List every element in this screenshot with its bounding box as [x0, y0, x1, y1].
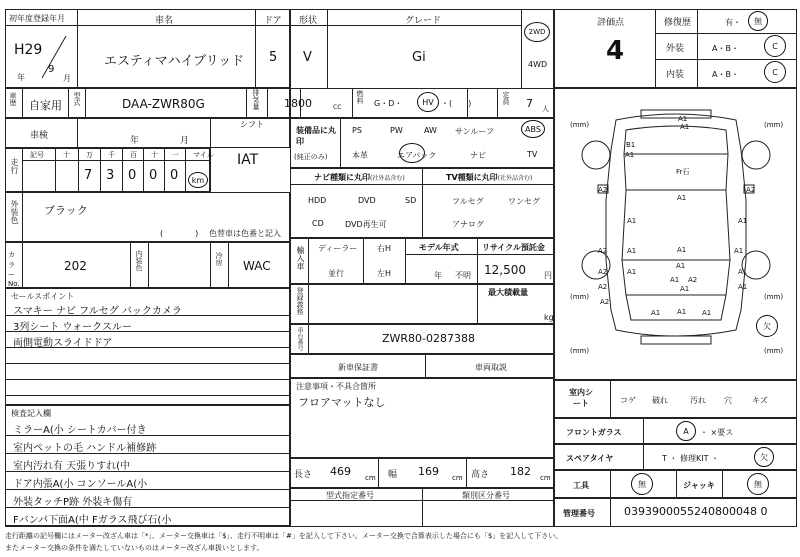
- diagram-mark: A1: [738, 283, 748, 291]
- fuel-options: G・D・: [374, 99, 403, 108]
- tv-label: TV種類に丸印(社外品含む): [446, 173, 533, 182]
- airbag-circle: [399, 143, 425, 163]
- equipment-sub: (純正のみ): [294, 153, 328, 161]
- import-right: 右H: [377, 244, 392, 253]
- km-circled: km: [188, 172, 208, 188]
- diagram-mark: A2: [598, 186, 608, 194]
- diagram-mark: A2: [598, 283, 608, 291]
- footer-line2: またメーター交換の条件を満たしていないものはメーター改ざん車扱いとします。: [5, 544, 264, 552]
- kg-unit: kg: [544, 313, 554, 322]
- shift-label: シフト: [240, 120, 264, 129]
- warranty-manual: 車両取説: [475, 363, 507, 372]
- diagram-missing-circled: 欠: [756, 315, 778, 337]
- color-note-paren: ( ): [160, 229, 199, 238]
- warranty-new-car: 新車保証書: [338, 363, 378, 372]
- front-glass-label: フロントガラス: [566, 428, 622, 437]
- color-note: 色替車は色番と記入: [209, 229, 281, 238]
- interior-value: A・B・: [712, 70, 739, 79]
- interior-label: 内装: [666, 70, 685, 80]
- model-year-unit: 年: [434, 271, 442, 280]
- mileage-header-2: 万: [86, 151, 93, 159]
- capacity-label: 定員: [502, 91, 510, 105]
- jack-label: ジャッキ: [683, 481, 715, 490]
- class-label: 類別区分番号: [462, 491, 510, 500]
- color-label: 外装色: [10, 200, 19, 224]
- exterior-value: A・B・: [712, 44, 739, 53]
- nav-sd: SD: [405, 196, 417, 205]
- sales-line: 3列シート ウォークスルー: [13, 322, 133, 333]
- chassis-value: ZWR80-0287388: [382, 332, 476, 345]
- diagram-mark: A1: [670, 276, 680, 284]
- person-unit: 人: [542, 105, 549, 113]
- mileage-header-1: 十: [63, 151, 70, 159]
- model-year-value: 不明: [455, 271, 471, 280]
- recycle-label: リサイクル預託金: [482, 243, 545, 252]
- diagram-mark: A1: [627, 268, 637, 276]
- equipment-item-row2-0: 本革: [352, 151, 368, 160]
- inspection-note-line: ミラーA(小 シートカバー付き: [13, 425, 147, 436]
- usage-label: 車歴: [9, 92, 17, 106]
- exterior-label: 外装: [666, 44, 685, 54]
- sheet-item: 破れ: [652, 396, 668, 405]
- mileage-label: 走行: [10, 158, 19, 174]
- shape-label: 形状: [299, 16, 318, 26]
- equipment-item-4: ABS: [521, 120, 545, 138]
- inspection-note-line: 室内ペットの毛 ハンドル補修跡: [13, 443, 157, 454]
- diagram-m-tr: (mm): [764, 121, 784, 129]
- diagram-mark: A1: [677, 194, 687, 202]
- diagram-mark: B1: [626, 141, 636, 149]
- sheet-item: キズ: [752, 396, 768, 405]
- width-cm: cm: [452, 474, 463, 482]
- sales-line: スマキー ナビ フルセグ バックカメラ: [13, 306, 182, 317]
- diagram-mark: A1: [734, 247, 744, 255]
- fuel-hv-circled: HV: [417, 92, 439, 112]
- tools-circled: 無: [631, 473, 653, 495]
- recycle-value: 12,500: [484, 263, 526, 277]
- mileage-digit: 0: [170, 168, 179, 183]
- interior-sheet-label: 室内シート: [569, 388, 593, 408]
- model-label: 型式: [73, 92, 81, 106]
- diagram-mark: A1: [625, 151, 635, 159]
- repair-value: 有・: [725, 18, 741, 27]
- warranty-frame: [290, 354, 554, 378]
- spare-tire-circled: 欠: [754, 447, 774, 467]
- cc-unit: CC: [333, 104, 342, 111]
- diagram-mark: A2: [688, 276, 698, 284]
- color-no-value: 202: [64, 259, 87, 273]
- sales-label: セールスポイント: [11, 292, 75, 301]
- ac-value: WAC: [243, 259, 271, 273]
- equipment-item-0: PS: [352, 126, 362, 135]
- nav-dvd-play: DVD再生可: [345, 220, 387, 229]
- diagram-mark: A1: [680, 285, 690, 293]
- length-cm: cm: [365, 474, 376, 482]
- year-label: 初年度登録年月: [9, 14, 65, 23]
- equipment-label: 装備品に丸印: [296, 126, 336, 146]
- diagram-mark: A1: [678, 115, 688, 123]
- nav-label: ナビ種類に丸印(社外品含む): [314, 173, 405, 182]
- spare-tire-items: T ・ 修理KIT ・: [662, 454, 720, 463]
- inspection-note-line: ドア内張A(小 コンソールA(小: [13, 479, 148, 490]
- tools-label: 工具: [573, 481, 589, 490]
- registration-label: 登録義務: [296, 287, 304, 315]
- mileage-digit: 7: [84, 168, 93, 183]
- car-name-label: 車名: [155, 16, 174, 26]
- sheet-item: 汚れ: [690, 396, 706, 405]
- grade-value: Gi: [412, 50, 426, 65]
- diagram-mark: A1: [651, 309, 661, 317]
- interior-circled: C: [764, 61, 786, 83]
- length-label: 長さ: [294, 470, 313, 480]
- inspection-note-line: Fバンパ下面A(中 Fガラス飛び石(小: [13, 515, 172, 526]
- diagram-m-br2: (mm): [764, 347, 784, 355]
- month-unit: 月: [63, 74, 71, 83]
- car-name-value: エスティマハイブリッド: [104, 54, 245, 69]
- score-label: 評価点: [597, 18, 625, 28]
- mileage-digit: 0: [128, 168, 137, 183]
- exterior-circled: C: [764, 35, 786, 57]
- diagram-m-bl2: (mm): [570, 347, 590, 355]
- inspection-notes-label: 検査記入欄: [11, 409, 51, 418]
- ac-label: 冷房: [215, 252, 223, 266]
- drive-4wd: 4WD: [528, 60, 548, 69]
- equipment-item-1: PW: [390, 126, 403, 135]
- model-year-label: モデル年式: [419, 243, 459, 252]
- equipment-item-2: AW: [424, 126, 437, 135]
- height-cm: cm: [540, 474, 551, 482]
- mileage-header-4: 百: [130, 151, 137, 159]
- mileage-header-0: 記号: [30, 151, 44, 159]
- equipment-item-row2-1: エアバック: [397, 151, 437, 160]
- door-label: ドア: [264, 16, 282, 26]
- mileage-digit: 3: [106, 168, 115, 183]
- notes-label: 注意事項・不具合箇所: [296, 382, 376, 391]
- sales-line: 両側電動スライドドア: [13, 338, 113, 349]
- tv-oneseg: ワンセグ: [508, 197, 540, 206]
- sheet-item: コゲ: [620, 396, 636, 405]
- score-value: 4: [606, 36, 625, 66]
- tv-fullseg: フルセグ: [452, 197, 484, 206]
- repair-label: 修復歴: [664, 18, 692, 28]
- inspection-year-unit: 年: [130, 136, 140, 146]
- equipment-item-row2-2: ナビ: [470, 151, 486, 160]
- import-parallel: 並行: [328, 269, 344, 278]
- inspection-note-line: 外装タッチP跡 外装キ傷有: [13, 497, 133, 508]
- height-label: 高さ: [471, 470, 490, 480]
- door-value: 5: [269, 50, 278, 65]
- diagram-mark: A1: [677, 246, 687, 254]
- fuel-paren: ・( ): [441, 99, 472, 108]
- sheet-item: 穴: [724, 396, 732, 405]
- shape-value: V: [303, 50, 312, 65]
- diagram-mark: A2: [598, 268, 608, 276]
- diagram-mark: A2: [600, 298, 610, 306]
- height-value: 182: [510, 465, 531, 478]
- notes-value: フロアマットなし: [298, 396, 386, 409]
- nav-cd: CD: [312, 219, 324, 228]
- jack-circled: 無: [747, 473, 769, 495]
- length-value: 469: [330, 465, 351, 478]
- diagram-m-br: (mm): [764, 293, 784, 301]
- diagram-mark: A1: [676, 262, 686, 270]
- inspection-label: 車検: [30, 131, 49, 141]
- model-value: DAA-ZWR80G: [122, 97, 205, 111]
- interior-color-label: 内装色: [135, 250, 143, 271]
- front-glass-circled: A: [676, 421, 696, 441]
- footer-line1: 走行距離の記号欄にはメーター改ざん車は「*」、メーター交換車は「$」、走行不明車は「#」を記入して下さい。メーター交換で合算表示した場合にも「$」を記入して下さい。: [5, 532, 563, 540]
- tv-analog: アナログ: [452, 220, 484, 229]
- diagram-mark: A2: [746, 186, 756, 194]
- width-value: 169: [418, 465, 439, 478]
- color-value: ブラック: [44, 204, 88, 217]
- chassis-label: 車台番号: [296, 327, 303, 351]
- grade-label: グレード: [405, 16, 442, 26]
- front-glass-rest: ・ ×要ス: [700, 428, 734, 437]
- nav-dvd: DVD: [358, 196, 376, 205]
- diagram-mark: A1: [677, 308, 687, 316]
- diagram-mark: A2: [598, 247, 608, 255]
- mileage-digit: 0: [149, 168, 158, 183]
- usage-value: 自家用: [29, 99, 62, 112]
- management-label: 管理番号: [563, 509, 595, 518]
- diagram-mark: A1: [738, 268, 748, 276]
- mileage-header-5: 十: [151, 151, 158, 159]
- inspection-month-unit: 月: [180, 136, 190, 146]
- year-unit: 年: [17, 73, 25, 82]
- year-value: H29: [14, 42, 43, 58]
- recycle-unit: 円: [544, 271, 552, 280]
- diagram-mark: A1: [627, 217, 637, 225]
- import-label: 輸入車: [296, 246, 305, 270]
- mileage-header-3: 千: [108, 151, 115, 159]
- repair-circled: 無: [748, 11, 768, 31]
- month-value: 9: [48, 64, 55, 75]
- diagram-mark: A1: [738, 217, 748, 225]
- displacement-label: 排気量: [252, 89, 260, 110]
- diagram-m-tl: (mm): [570, 121, 590, 129]
- diagram-mark: A1: [627, 247, 637, 255]
- capacity-value: 7: [526, 97, 533, 110]
- diagram-mark: A1: [680, 123, 690, 131]
- spare-tire-label: スペアタイヤ: [566, 454, 614, 463]
- color-no-label: カラーNo.: [8, 251, 20, 288]
- mileage-header-6: 一: [172, 151, 179, 159]
- drive-2wd-circled: 2WD: [524, 22, 550, 42]
- diagram-m-bl: (mm): [570, 293, 590, 301]
- max-load-label: 最大積載量: [488, 288, 528, 297]
- diagram-mark: A1: [702, 309, 712, 317]
- width-label: 幅: [388, 470, 398, 480]
- displacement-value: 1800: [284, 97, 312, 110]
- equipment-item-3: サンルーフ: [455, 127, 494, 136]
- inspection-note-line: 室内汚れ有 天張りすれ(中: [13, 461, 131, 472]
- shift-value: IAT: [237, 152, 259, 168]
- management-value: 0393900055240800048 0: [624, 505, 768, 518]
- diagram-center-note: Fr石: [676, 168, 690, 176]
- import-dealer: ディーラー: [318, 244, 358, 253]
- mileage-header-7: マイル: [193, 151, 214, 159]
- equipment-item-row2-3: TV: [527, 150, 538, 159]
- nav-hdd: HDD: [308, 196, 327, 205]
- type-label: 型式指定番号: [326, 491, 374, 500]
- import-left: 左H: [377, 269, 392, 278]
- fuel-label: 燃料: [356, 90, 364, 104]
